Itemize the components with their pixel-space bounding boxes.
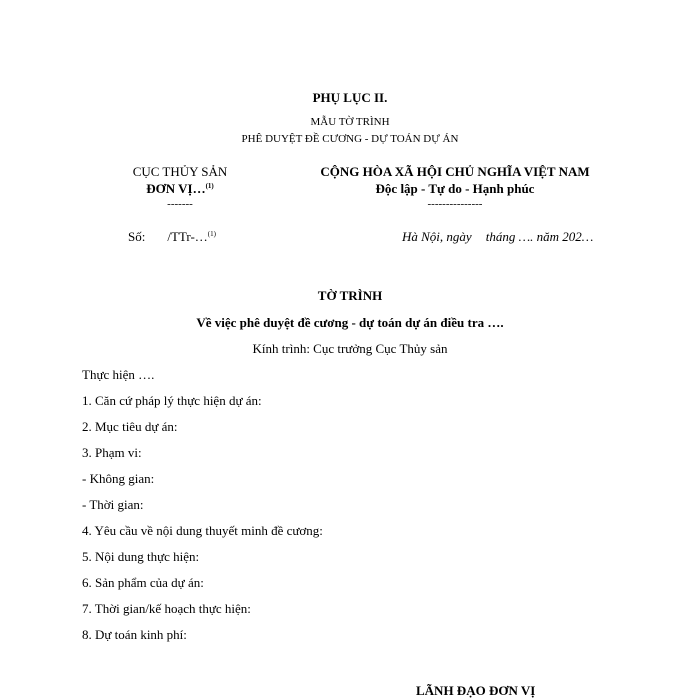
- right-divider: ---------------: [427, 198, 483, 210]
- body-item: 3. Phạm vi:: [82, 445, 142, 460]
- place-date-day: Hà Nội, ngày: [402, 229, 472, 244]
- document-title: TỜ TRÌNH: [317, 288, 383, 303]
- body-item: 5. Nội dung thực hiện:: [82, 549, 200, 564]
- document-number-footnote-mark: (1): [207, 230, 216, 238]
- body-item: 6. Sản phẩm của dự án:: [82, 575, 204, 590]
- body-item: - Không gian:: [82, 471, 155, 486]
- body-item: 4. Yêu cầu về nội dung thuyết minh đề cương:: [82, 523, 323, 538]
- document-number-code: /TTr-…: [167, 229, 208, 244]
- document-subject: Về việc phê duyệt đề cương - dự toán dự án điều tra ….: [196, 315, 504, 330]
- unit-name: [90, 181, 270, 197]
- place-date: [402, 229, 593, 245]
- appendix-title: PHỤ LỤC II.: [312, 90, 388, 105]
- document-number-label: Số:: [128, 229, 146, 244]
- body-item: 7. Thời gian/kế hoạch thực hiện:: [82, 601, 251, 616]
- template-label: MẪU TỜ TRÌNH: [310, 116, 390, 128]
- unit-footnote-mark: (1): [205, 182, 214, 190]
- body-items: [82, 367, 323, 653]
- left-divider: -------: [167, 198, 193, 210]
- template-subject: PHÊ DUYỆT ĐỀ CƯƠNG - DỰ TOÁN DỰ ÁN: [241, 133, 459, 145]
- national-motto: Độc lập - Tự do - Hạnh phúc: [375, 181, 535, 196]
- unit-name-text: ĐƠN VỊ…: [146, 181, 206, 196]
- body-item: Thực hiện ….: [82, 367, 155, 382]
- place-date-month-year: tháng …. năm 202…: [485, 229, 594, 244]
- body-item: 2. Mục tiêu dự án:: [82, 419, 178, 434]
- body-item: 8. Dự toán kinh phí:: [82, 627, 187, 642]
- document-number: [128, 229, 216, 245]
- agency-name: CỤC THỦY SẢN: [132, 164, 228, 179]
- signature-title: LÃNH ĐẠO ĐƠN VỊ: [416, 683, 536, 698]
- recipient-line: Kính trình: Cục trưởng Cục Thủy sản: [252, 341, 448, 356]
- body-item: - Thời gian:: [82, 497, 144, 512]
- nation-name: CỘNG HÒA XÃ HỘI CHỦ NGHĨA VIỆT NAM: [320, 164, 590, 179]
- body-item: 1. Căn cứ pháp lý thực hiện dự án:: [82, 393, 262, 408]
